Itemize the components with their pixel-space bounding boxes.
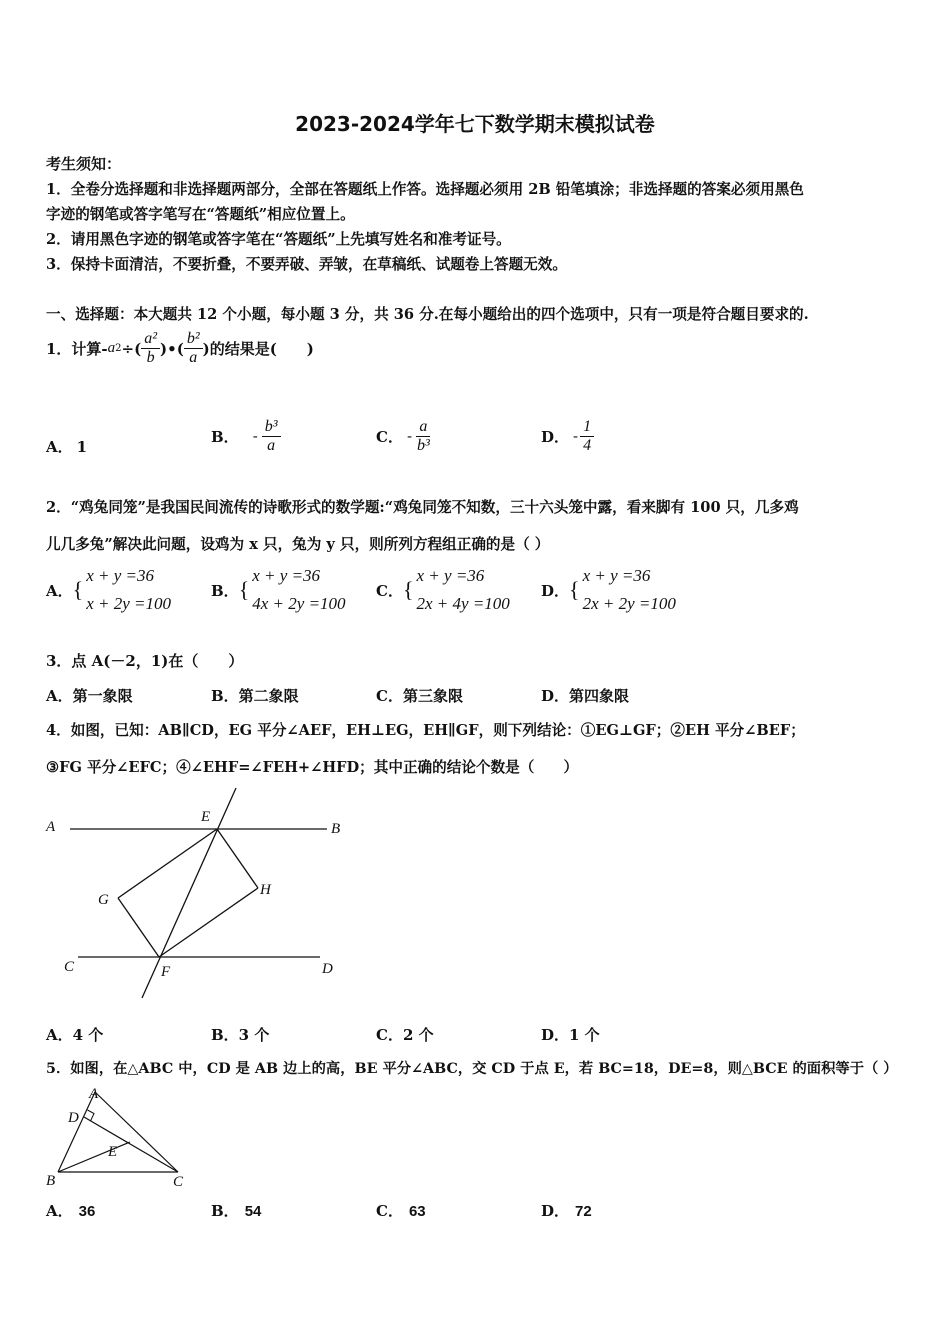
question-2-line1: 2．“鸡兔同笼”是我国民间流传的诗歌形式的数学题:“鸡兔同笼不知数，三十六头笼中露，看来脚有 100 只，几多鸡 (46, 499, 799, 516)
q2-option-c[interactable] (376, 562, 510, 618)
q1-div: ÷( (121, 339, 142, 358)
q5-bisector-be (58, 1142, 130, 1172)
q5-side-ab (58, 1092, 95, 1172)
question-4-line1: 4．如图，已知：AB∥CD，EG 平分∠AEF，EH⊥EG，EH∥GF，则下列结论：①EG⊥GF；②EH 平分∠BEF； (46, 722, 805, 739)
q1-f1-den: b (146, 349, 155, 366)
q5-c-value: 63 (408, 1203, 426, 1220)
q2-a-label: A． (46, 581, 73, 600)
q1-d-label: D． (541, 427, 570, 446)
question-1-stem (46, 330, 314, 367)
q1-fraction-2 (184, 330, 203, 367)
q4-option-b[interactable]: B．3 个 (211, 1026, 270, 1044)
q4-segment-gf (118, 898, 159, 957)
q1-a-label: A． (46, 438, 73, 456)
q2-d-eq2: 2x + 2y =100 (582, 594, 676, 613)
q3-option-c[interactable]: C．第三象限 (376, 687, 463, 705)
notice-heading: 考生须知： (46, 155, 122, 173)
q2-b-system: { x + y =36 4x + 2y =100 (239, 562, 346, 618)
q4-label-a: A (46, 819, 56, 835)
q1-fraction-1 (141, 330, 160, 367)
q2-d-system: { x + y =36 2x + 2y =100 (569, 562, 676, 618)
q1-b-sign: - (252, 427, 258, 445)
q1-c-num: a (416, 418, 430, 437)
q5-figure (40, 1084, 200, 1192)
q4-label-g: G (98, 892, 109, 908)
q1-f1-num: a² (141, 330, 160, 349)
q2-c-eq2: 2x + 4y =100 (416, 594, 510, 613)
q1-b-num: b³ (262, 418, 281, 437)
q2-d-label: D． (541, 581, 570, 600)
q5-label-a: A (89, 1086, 99, 1102)
q4-segment-hf (159, 888, 258, 957)
q4-figure (40, 780, 360, 1010)
q1-var-a: a (107, 340, 116, 356)
q4-label-b: B (331, 821, 341, 837)
q4-label-d: D (322, 961, 333, 977)
q5-a-label: A． (46, 1202, 73, 1220)
q1-f2-num: b² (184, 330, 203, 349)
q3-option-d[interactable]: D．第四象限 (541, 687, 630, 705)
q5-label-b: B (46, 1173, 56, 1189)
q2-a-eq2: x + 2y =100 (86, 594, 171, 613)
question-2-line2: 儿几多兔”解决此问题，设鸡为 x 只，兔为 y 只，则所列方程组正确的是（ ） (46, 536, 550, 553)
q2-a-system: { x + y =36 x + 2y =100 (73, 562, 171, 618)
q2-b-label: B． (211, 581, 239, 600)
q4-label-c: C (64, 959, 75, 975)
q1-c-sign: - (406, 427, 413, 445)
q5-option-a[interactable] (46, 1200, 95, 1221)
q4-segment-eh (217, 829, 258, 888)
q5-a-value: 36 (78, 1203, 96, 1220)
notice-line1b: 字迹的钢笔或答字笔写在“答题纸”相应位置上。 (46, 206, 355, 223)
q4-transversal-ef (142, 788, 236, 998)
q1-option-a[interactable] (46, 436, 87, 457)
q5-b-label: B． (211, 1202, 239, 1220)
notice-line3: 3．保持卡面清洁，不要折叠，不要弄破、弄皱，在草稿纸、试题卷上答题无效。 (46, 256, 567, 273)
q2-b-eq2: 4x + 2y =100 (252, 594, 346, 613)
q1-c-fraction (414, 418, 433, 455)
q5-d-value: 72 (575, 1203, 592, 1220)
q5-label-e: E (108, 1144, 118, 1160)
q1-d-fraction (580, 418, 594, 455)
q4-option-c[interactable]: C．2 个 (376, 1026, 434, 1044)
q1-exp: 2 (115, 343, 122, 354)
notice-line2: 2．请用黑色字迹的钢笔或答字笔在“答题纸”上先填写姓名和准考证号。 (46, 231, 511, 248)
page-title: 2023-2024学年七下数学期末模拟试卷 (295, 112, 655, 136)
q2-b-eq1: x + y =36 (252, 566, 321, 585)
q2-c-system: { x + y =36 2x + 4y =100 (403, 562, 510, 618)
q1-d-den: 4 (583, 436, 592, 454)
q5-d-label: D． (541, 1202, 570, 1220)
q2-option-d[interactable] (541, 562, 676, 618)
q4-label-e: E (201, 809, 211, 825)
q2-c-label: C． (376, 581, 403, 600)
q3-option-b[interactable]: B．第二象限 (211, 687, 299, 705)
q5-label-c: C (173, 1174, 184, 1190)
q1-option-c[interactable] (376, 412, 433, 460)
q5-b-value: 54 (244, 1203, 262, 1220)
q2-option-b[interactable] (211, 562, 346, 618)
q3-option-a[interactable]: A．第一象限 (46, 687, 133, 705)
q1-f2-den: a (189, 349, 198, 366)
q2-a-eq1: x + y =36 (86, 566, 154, 585)
q5-option-d[interactable] (541, 1200, 592, 1221)
q1-option-d[interactable] (541, 412, 594, 460)
q1-c-den: b³ (417, 436, 430, 454)
q1-prefix: 1．计算- (46, 340, 108, 358)
q4-option-d[interactable]: D．1 个 (541, 1026, 600, 1044)
q1-mid: )•( (160, 339, 184, 358)
q1-d-num: 1 (580, 418, 594, 437)
q2-d-eq1: x + y =36 (582, 566, 651, 585)
question-3-stem: 3．点 A(－2，1)在（ ） (46, 652, 244, 670)
q4-option-a[interactable]: A．4 个 (46, 1026, 104, 1044)
section-heading: 一、选择题：本大题共 12 个小题，每小题 3 分，共 36 分.在每小题给出的四个选项中，只有一项是符合题目要求的. (46, 306, 809, 323)
q1-a-value: 1 (76, 438, 88, 456)
q4-label-h: H (260, 882, 271, 898)
q5-side-ac (95, 1092, 178, 1172)
question-4-line2: ③FG 平分∠EFC；④∠EHF=∠FEH+∠HFD；其中正确的结论个数是（ ） (46, 759, 579, 776)
q1-d-sign: - (573, 427, 579, 445)
notice-line1: 1．全卷分选择题和非选择题两部分，全部在答题纸上作答。选择题必须用 2B 铅笔填涂；非选择题的答案必须用黑色 (46, 181, 804, 198)
q2-option-a[interactable] (46, 562, 171, 618)
q5-altitude-cd (84, 1117, 178, 1172)
q1-b-den: a (267, 436, 276, 454)
q5-option-c[interactable] (376, 1200, 426, 1221)
q5-option-b[interactable] (211, 1200, 261, 1221)
q5-label-d: D (68, 1110, 79, 1126)
q1-c-label: C． (376, 427, 403, 446)
q5-c-label: C． (376, 1202, 403, 1220)
q1-b-label: B． (211, 427, 239, 446)
q2-c-eq1: x + y =36 (416, 566, 485, 585)
q1-suffix: )的结果是( ) (202, 340, 314, 358)
q1-option-b[interactable] (211, 412, 281, 460)
q4-label-f: F (161, 964, 171, 980)
question-5-stem: 5．如图，在△ABC 中，CD 是 AB 边上的高，BE 平分∠ABC，交 CD 于点 E，若 BC=18，DE=8，则△BCE 的面积等于（ ） (46, 1061, 898, 1077)
q1-b-fraction (262, 418, 281, 455)
